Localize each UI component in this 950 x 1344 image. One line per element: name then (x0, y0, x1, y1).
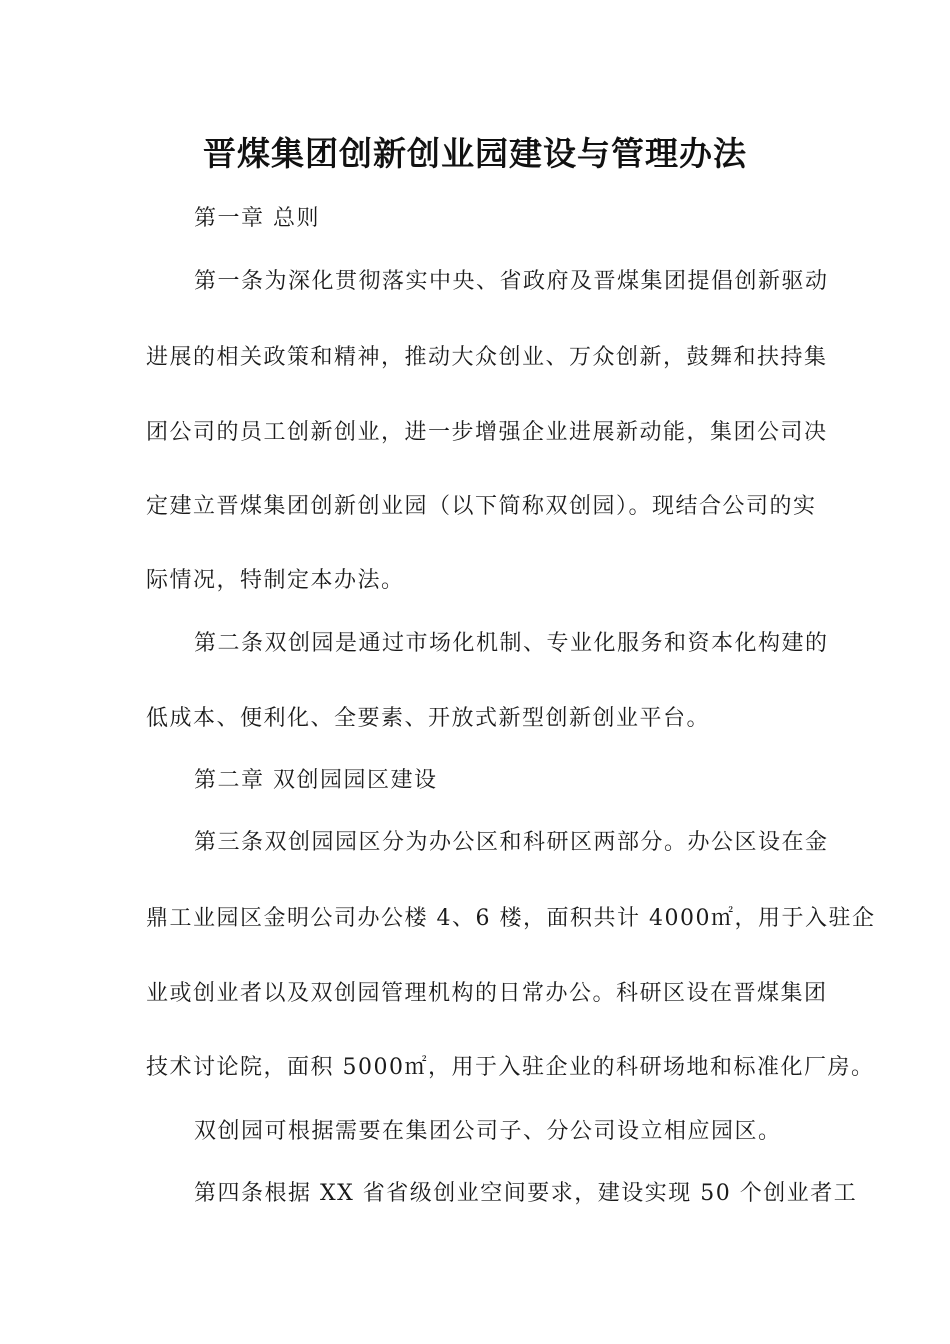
paragraph-line: 鼎工业园区金明公司办公楼 4、6 楼，面积共计 4000㎡，用于入驻企 (146, 906, 876, 931)
paragraph-line: 第四条根据 XX 省省级创业空间要求，建设实现 50 个创业者工 (194, 1181, 858, 1206)
paragraph-line: 业或创业者以及双创园管理机构的日常办公。科研区设在晋煤集团 (146, 981, 828, 1006)
paragraph-line: 进展的相关政策和精神，推动大众创业、万众创新，鼓舞和扶持集 (146, 345, 828, 370)
paragraph-line: 低成本、便利化、全要素、开放式新型创新创业平台。 (146, 706, 711, 731)
paragraph-line: 定建立晋煤集团创新创业园（以下简称双创园）。现结合公司的实 (146, 494, 817, 519)
paragraph-line: 双创园可根据需要在集团公司子、分公司设立相应园区。 (194, 1119, 782, 1144)
document-title: 晋煤集团创新创业园建设与管理办法 (203, 134, 747, 173)
paragraph-line: 技术讨论院，面积 5000㎡，用于入驻企业的科研场地和标准化厂房。 (146, 1055, 875, 1080)
paragraph-line: 第三条双创园园区分为办公区和科研区两部分。办公区设在金 (194, 830, 829, 855)
paragraph-line: 第二条双创园是通过市场化机制、专业化服务和资本化构建的 (194, 631, 829, 656)
chapter-1-heading: 第一章 总则 (194, 206, 320, 231)
paragraph-line: 际情况，特制定本办法。 (146, 568, 405, 593)
paragraph-line: 第一条为深化贯彻落实中央、省政府及晋煤集团提倡创新驱动 (194, 269, 829, 294)
paragraph-line: 团公司的员工创新创业，进一步增强企业进展新动能，集团公司决 (146, 420, 828, 445)
chapter-2-heading: 第二章 双创园园区建设 (194, 768, 438, 793)
